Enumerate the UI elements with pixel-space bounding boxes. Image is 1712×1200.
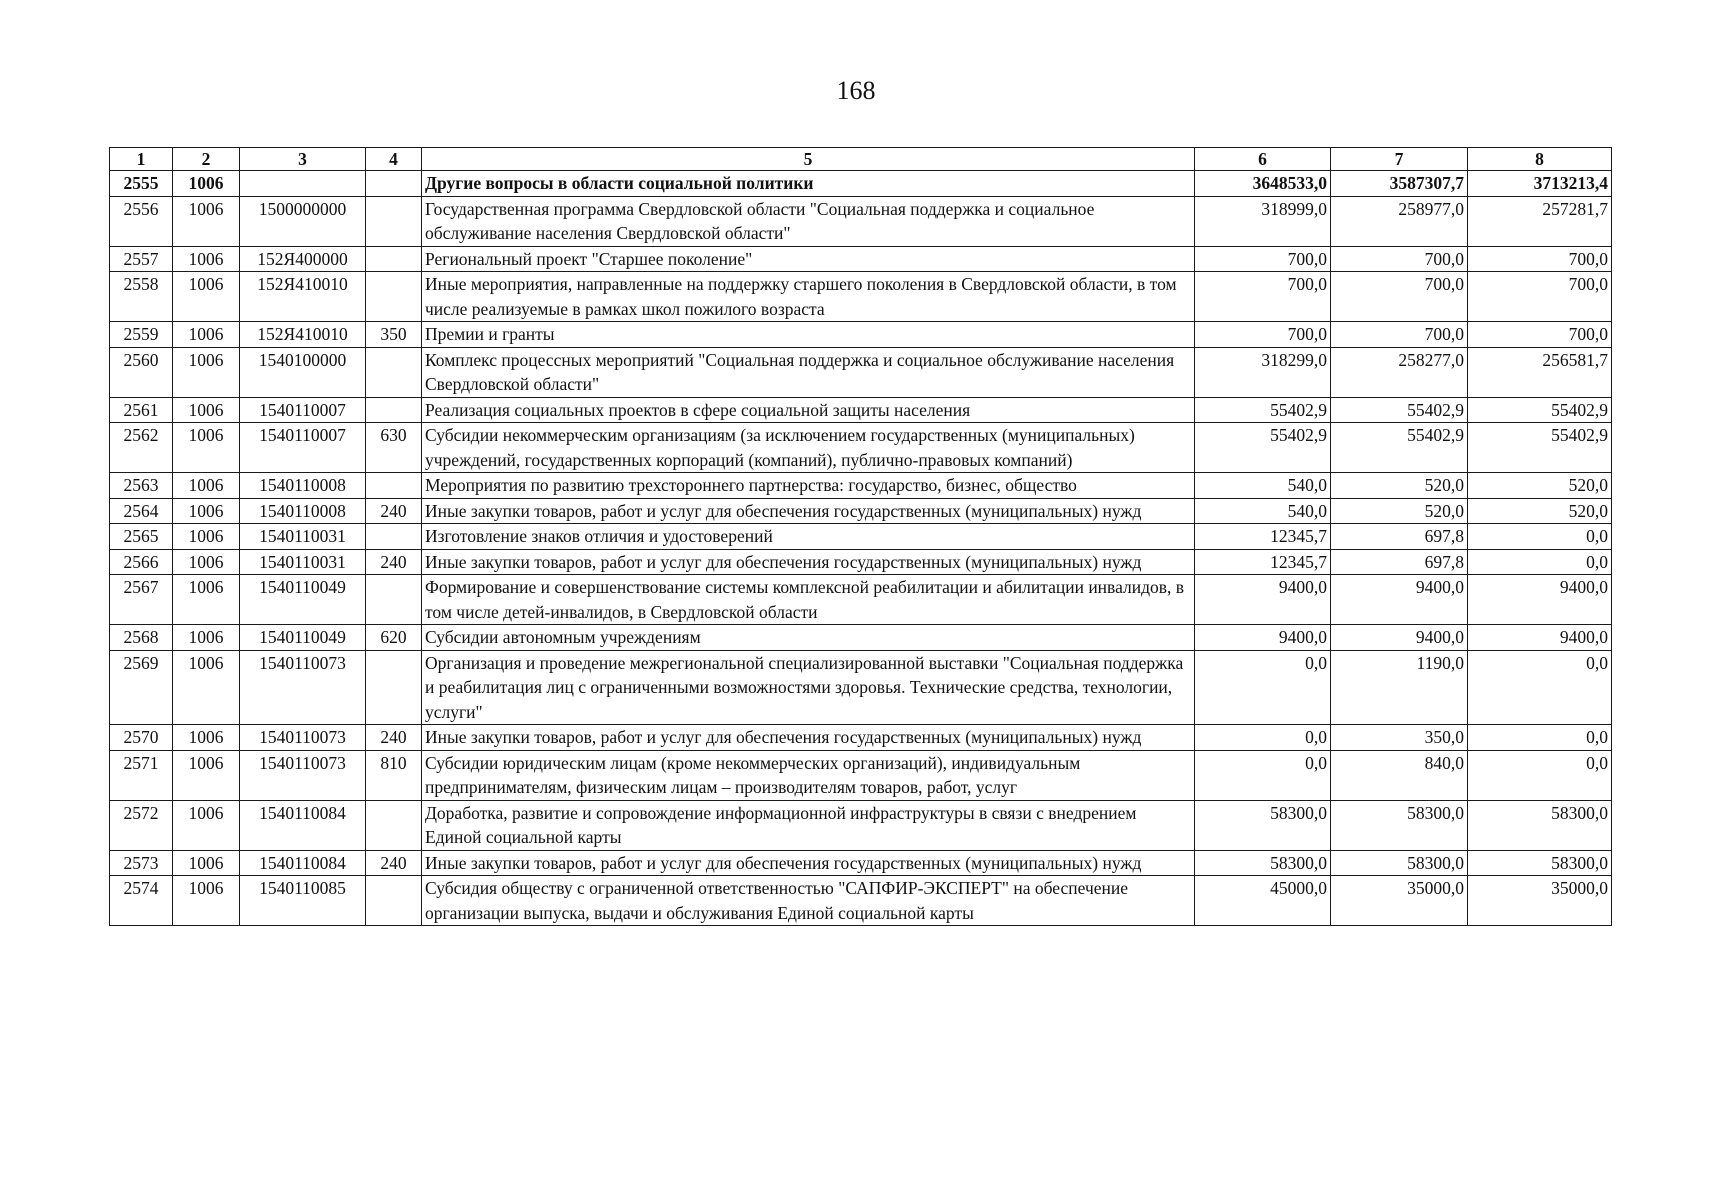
item-name: Иные закупки товаров, работ и услуг для обеспечения государственных (муниципальных) нужд — [422, 850, 1195, 876]
amount-col8: 9400,0 — [1468, 575, 1612, 625]
expense-type-code — [366, 524, 422, 550]
amount-col6: 0,0 — [1195, 650, 1331, 725]
row-number: 2565 — [110, 524, 173, 550]
expense-type-code: 240 — [366, 549, 422, 575]
expense-type-code: 810 — [366, 750, 422, 800]
amount-col8: 257281,7 — [1468, 196, 1612, 246]
amount-col8: 520,0 — [1468, 473, 1612, 499]
amount-col8: 700,0 — [1468, 272, 1612, 322]
table-row — [110, 549, 1612, 575]
section-code: 1006 — [173, 272, 240, 322]
table-body — [110, 171, 1612, 926]
target-code: 1540110085 — [240, 876, 366, 926]
table-row — [110, 272, 1612, 322]
amount-col7: 697,8 — [1331, 549, 1468, 575]
row-number: 2574 — [110, 876, 173, 926]
target-code: 1500000000 — [240, 196, 366, 246]
expense-type-code — [366, 397, 422, 423]
expense-type-code — [366, 575, 422, 625]
expense-type-code: 240 — [366, 498, 422, 524]
amount-col6: 3648533,0 — [1195, 171, 1331, 197]
section-code: 1006 — [173, 171, 240, 197]
item-name: Региональный проект "Старшее поколение" — [422, 246, 1195, 272]
target-code: 1540110073 — [240, 750, 366, 800]
amount-col7: 520,0 — [1331, 498, 1468, 524]
target-code: 152Я410010 — [240, 322, 366, 348]
amount-col6: 318299,0 — [1195, 347, 1331, 397]
amount-col7: 350,0 — [1331, 725, 1468, 751]
row-number: 2569 — [110, 650, 173, 725]
column-header: 2 — [173, 148, 240, 171]
item-name: Организация и проведение межрегиональной специализированной выставки "Социальная поддержка и реабилитация лиц с ограниченными возможностями здоровья. Технические средства, технологии, услуги" — [422, 650, 1195, 725]
header-row — [110, 148, 1612, 171]
table-row — [110, 725, 1612, 751]
item-name: Субсидия обществу с ограниченной ответственностью "САПФИР-ЭКСПЕРТ" на обеспечение организации выпуска, выдачи и обслуживания Единой социальной карты — [422, 876, 1195, 926]
item-name: Другие вопросы в области социальной политики — [422, 171, 1195, 197]
amount-col7: 55402,9 — [1331, 397, 1468, 423]
amount-col7: 35000,0 — [1331, 876, 1468, 926]
amount-col8: 55402,9 — [1468, 397, 1612, 423]
table-row — [110, 196, 1612, 246]
row-number: 2559 — [110, 322, 173, 348]
section-code: 1006 — [173, 549, 240, 575]
amount-col8: 520,0 — [1468, 498, 1612, 524]
target-code: 152Я400000 — [240, 246, 366, 272]
table-row — [110, 171, 1612, 197]
row-number: 2566 — [110, 549, 173, 575]
row-number: 2556 — [110, 196, 173, 246]
section-code: 1006 — [173, 196, 240, 246]
item-name: Иные закупки товаров, работ и услуг для обеспечения государственных (муниципальных) нужд — [422, 725, 1195, 751]
item-name: Государственная программа Свердловской области "Социальная поддержка и социальное обслуживание населения Свердловской области" — [422, 196, 1195, 246]
amount-col7: 520,0 — [1331, 473, 1468, 499]
row-number: 2568 — [110, 625, 173, 651]
amount-col7: 55402,9 — [1331, 423, 1468, 473]
table-row — [110, 524, 1612, 550]
amount-col8: 3713213,4 — [1468, 171, 1612, 197]
item-name: Иные закупки товаров, работ и услуг для обеспечения государственных (муниципальных) нужд — [422, 549, 1195, 575]
target-code — [240, 171, 366, 197]
amount-col7: 1190,0 — [1331, 650, 1468, 725]
item-name: Иные закупки товаров, работ и услуг для обеспечения государственных (муниципальных) нужд — [422, 498, 1195, 524]
item-name: Субсидии юридическим лицам (кроме некоммерческих организаций), индивидуальным предпринимателям, физическим лицам – производителям товаров, работ, услуг — [422, 750, 1195, 800]
row-number: 2555 — [110, 171, 173, 197]
row-number: 2563 — [110, 473, 173, 499]
section-code: 1006 — [173, 322, 240, 348]
amount-col7: 58300,0 — [1331, 800, 1468, 850]
amount-col6: 700,0 — [1195, 322, 1331, 348]
table-row — [110, 498, 1612, 524]
item-name: Субсидии автономным учреждениям — [422, 625, 1195, 651]
amount-col6: 45000,0 — [1195, 876, 1331, 926]
column-header: 4 — [366, 148, 422, 171]
amount-col7: 697,8 — [1331, 524, 1468, 550]
section-code: 1006 — [173, 625, 240, 651]
target-code: 1540110007 — [240, 423, 366, 473]
section-code: 1006 — [173, 650, 240, 725]
amount-col8: 55402,9 — [1468, 423, 1612, 473]
column-header: 5 — [422, 148, 1195, 171]
expense-type-code: 620 — [366, 625, 422, 651]
target-code: 1540100000 — [240, 347, 366, 397]
amount-col7: 700,0 — [1331, 246, 1468, 272]
amount-col8: 700,0 — [1468, 322, 1612, 348]
expense-type-code — [366, 246, 422, 272]
amount-col7: 58300,0 — [1331, 850, 1468, 876]
target-code: 1540110008 — [240, 473, 366, 499]
target-code: 1540110073 — [240, 650, 366, 725]
table-row — [110, 322, 1612, 348]
target-code: 1540110084 — [240, 850, 366, 876]
amount-col8: 0,0 — [1468, 524, 1612, 550]
row-number: 2573 — [110, 850, 173, 876]
expense-type-code — [366, 272, 422, 322]
section-code: 1006 — [173, 750, 240, 800]
section-code: 1006 — [173, 423, 240, 473]
amount-col6: 9400,0 — [1195, 575, 1331, 625]
row-number: 2560 — [110, 347, 173, 397]
table-row — [110, 246, 1612, 272]
table-row — [110, 650, 1612, 725]
amount-col8: 0,0 — [1468, 650, 1612, 725]
amount-col6: 55402,9 — [1195, 423, 1331, 473]
target-code: 1540110031 — [240, 524, 366, 550]
amount-col7: 258977,0 — [1331, 196, 1468, 246]
expense-type-code — [366, 171, 422, 197]
target-code: 1540110049 — [240, 625, 366, 651]
amount-col6: 58300,0 — [1195, 850, 1331, 876]
section-code: 1006 — [173, 876, 240, 926]
column-header: 7 — [1331, 148, 1468, 171]
table-row — [110, 800, 1612, 850]
expense-type-code: 240 — [366, 725, 422, 751]
section-code: 1006 — [173, 575, 240, 625]
amount-col8: 9400,0 — [1468, 625, 1612, 651]
expense-type-code: 630 — [366, 423, 422, 473]
expense-type-code: 240 — [366, 850, 422, 876]
section-code: 1006 — [173, 473, 240, 499]
table-row — [110, 347, 1612, 397]
amount-col6: 318999,0 — [1195, 196, 1331, 246]
item-name: Иные мероприятия, направленные на поддержку старшего поколения в Свердловской области, в том числе реализуемые в рамках школ пожилого возраста — [422, 272, 1195, 322]
item-name: Изготовление знаков отличия и удостоверений — [422, 524, 1195, 550]
amount-col7: 9400,0 — [1331, 575, 1468, 625]
amount-col7: 840,0 — [1331, 750, 1468, 800]
expense-type-code — [366, 347, 422, 397]
amount-col7: 700,0 — [1331, 272, 1468, 322]
row-number: 2564 — [110, 498, 173, 524]
amount-col8: 700,0 — [1468, 246, 1612, 272]
section-code: 1006 — [173, 800, 240, 850]
column-header: 8 — [1468, 148, 1612, 171]
amount-col6: 700,0 — [1195, 272, 1331, 322]
amount-col7: 700,0 — [1331, 322, 1468, 348]
amount-col6: 12345,7 — [1195, 549, 1331, 575]
amount-col6: 0,0 — [1195, 750, 1331, 800]
amount-col8: 58300,0 — [1468, 850, 1612, 876]
target-code: 1540110031 — [240, 549, 366, 575]
amount-col6: 58300,0 — [1195, 800, 1331, 850]
expense-type-code — [366, 196, 422, 246]
target-code: 1540110049 — [240, 575, 366, 625]
target-code: 1540110073 — [240, 725, 366, 751]
section-code: 1006 — [173, 347, 240, 397]
table-row — [110, 423, 1612, 473]
row-number: 2557 — [110, 246, 173, 272]
row-number: 2567 — [110, 575, 173, 625]
table-row — [110, 397, 1612, 423]
target-code: 1540110007 — [240, 397, 366, 423]
section-code: 1006 — [173, 498, 240, 524]
amount-col7: 3587307,7 — [1331, 171, 1468, 197]
amount-col8: 58300,0 — [1468, 800, 1612, 850]
column-header: 3 — [240, 148, 366, 171]
amount-col6: 700,0 — [1195, 246, 1331, 272]
item-name: Мероприятия по развитию трехстороннего партнерства: государство, бизнес, общество — [422, 473, 1195, 499]
section-code: 1006 — [173, 725, 240, 751]
row-number: 2562 — [110, 423, 173, 473]
item-name: Реализация социальных проектов в сфере социальной защиты населения — [422, 397, 1195, 423]
table-row — [110, 575, 1612, 625]
amount-col7: 9400,0 — [1331, 625, 1468, 651]
amount-col8: 0,0 — [1468, 725, 1612, 751]
section-code: 1006 — [173, 524, 240, 550]
item-name: Доработка, развитие и сопровождение информационной инфраструктуры в связи с внедрением Единой социальной карты — [422, 800, 1195, 850]
expense-type-code — [366, 473, 422, 499]
expense-type-code — [366, 876, 422, 926]
amount-col6: 12345,7 — [1195, 524, 1331, 550]
table-row — [110, 625, 1612, 651]
expense-type-code — [366, 800, 422, 850]
column-header: 1 — [110, 148, 173, 171]
amount-col8: 0,0 — [1468, 750, 1612, 800]
target-code: 152Я410010 — [240, 272, 366, 322]
amount-col7: 258277,0 — [1331, 347, 1468, 397]
item-name: Премии и гранты — [422, 322, 1195, 348]
amount-col6: 540,0 — [1195, 498, 1331, 524]
amount-col6: 55402,9 — [1195, 397, 1331, 423]
target-code: 1540110084 — [240, 800, 366, 850]
amount-col6: 540,0 — [1195, 473, 1331, 499]
row-number: 2558 — [110, 272, 173, 322]
table-row — [110, 473, 1612, 499]
row-number: 2570 — [110, 725, 173, 751]
table-row — [110, 750, 1612, 800]
amount-col8: 256581,7 — [1468, 347, 1612, 397]
item-name: Комплекс процессных мероприятий "Социальная поддержка и социальное обслуживание населения Свердловской области" — [422, 347, 1195, 397]
row-number: 2572 — [110, 800, 173, 850]
budget-table — [109, 147, 1612, 926]
page-number: 168 — [836, 76, 876, 105]
amount-col8: 35000,0 — [1468, 876, 1612, 926]
section-code: 1006 — [173, 246, 240, 272]
column-header: 6 — [1195, 148, 1331, 171]
row-number: 2561 — [110, 397, 173, 423]
target-code: 1540110008 — [240, 498, 366, 524]
amount-col6: 0,0 — [1195, 725, 1331, 751]
table-row — [110, 850, 1612, 876]
expense-type-code: 350 — [366, 322, 422, 348]
item-name: Субсидии некоммерческим организациям (за исключением государственных (муниципальных) учреждений, государственных корпораций (компаний), публично-правовых компаний) — [422, 423, 1195, 473]
expense-type-code — [366, 650, 422, 725]
item-name: Формирование и совершенствование системы комплексной реабилитации и абилитации инвалидов, в том числе детей-инвалидов, в Свердловской области — [422, 575, 1195, 625]
section-code: 1006 — [173, 850, 240, 876]
amount-col8: 0,0 — [1468, 549, 1612, 575]
amount-col6: 9400,0 — [1195, 625, 1331, 651]
section-code: 1006 — [173, 397, 240, 423]
row-number: 2571 — [110, 750, 173, 800]
table-row — [110, 876, 1612, 926]
